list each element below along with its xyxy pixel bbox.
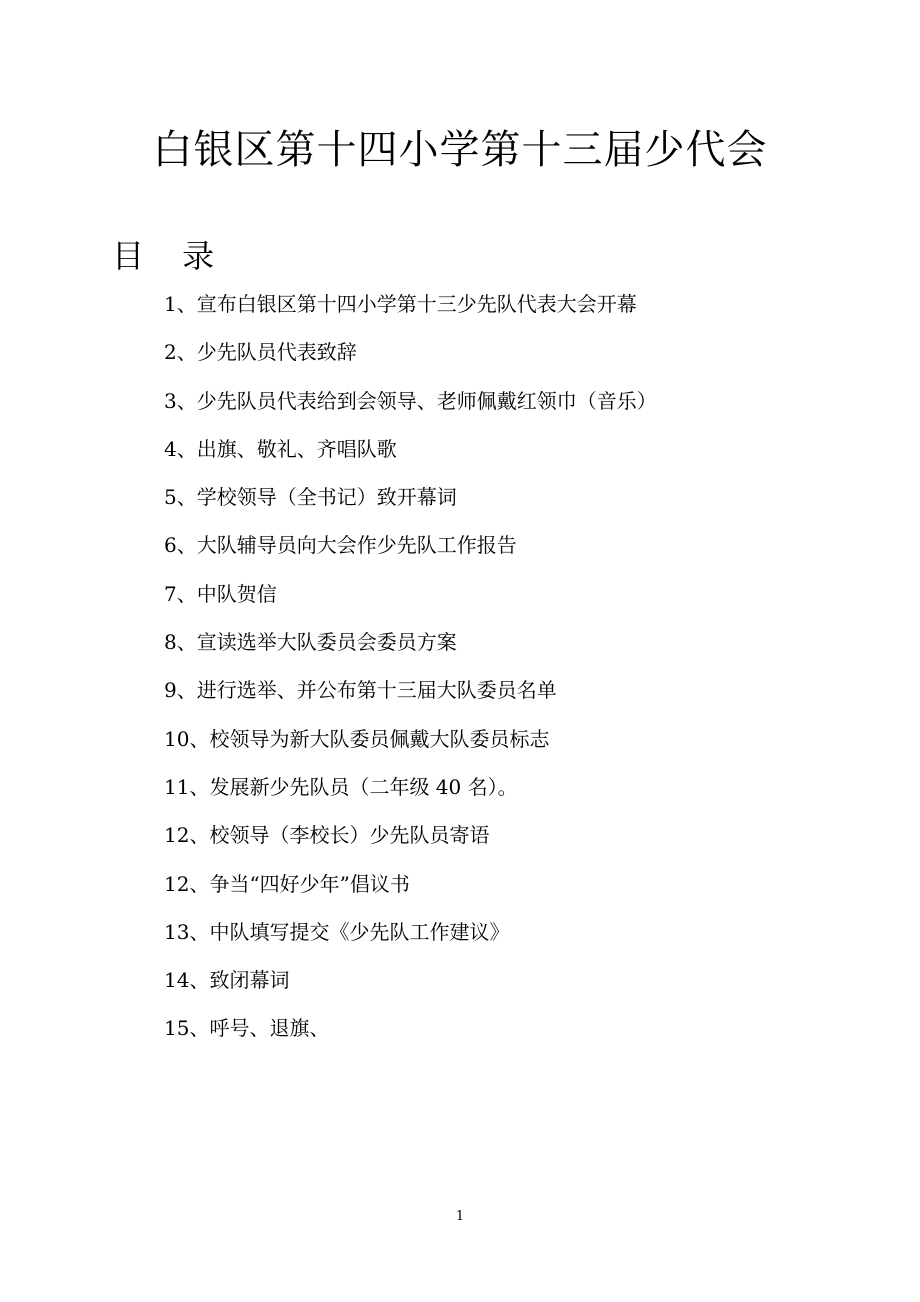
- toc-item: 14、致闭幕词: [164, 968, 290, 993]
- toc-item: 4、出旗、敬礼、齐唱队歌: [164, 436, 397, 461]
- toc-item: 12、争当“四好少年”倡议书: [164, 871, 410, 896]
- document-title: 白银区第十四小学第十三届少代会: [152, 127, 768, 173]
- toc-list: [164, 289, 657, 1062]
- toc-item: 2、少先队员代表致辞: [164, 340, 357, 365]
- page-number: 1: [455, 1209, 465, 1224]
- toc-item: 12、校领导（李校长）少先队员寄语: [164, 823, 490, 848]
- toc-item: 5、学校领导（全书记）致开幕词: [164, 485, 457, 510]
- toc-item: 11、发展新少先队员（二年级 40 名）。: [164, 774, 518, 799]
- toc-item: 7、中队贺信: [164, 581, 277, 606]
- toc-heading: 目 录: [112, 237, 229, 275]
- toc-item: 15、呼号、退旗、: [164, 1016, 330, 1041]
- toc-item: 10、校领导为新大队委员佩戴大队委员标志: [164, 726, 550, 751]
- toc-item: 1、宣布白银区第十四小学第十三少先队代表大会开幕: [164, 292, 637, 316]
- toc-item: 8、宣读选举大队委员会委员方案: [164, 630, 457, 655]
- toc-item: 9、进行选举、并公布第十三届大队委员名单: [164, 678, 557, 703]
- toc-item: 3、少先队员代表给到会领导、老师佩戴红领巾（音乐）: [164, 388, 657, 413]
- toc-item: 13、中队填写提交《少先队工作建议》: [164, 919, 510, 944]
- toc-item: 6、大队辅导员向大会作少先队工作报告: [164, 533, 517, 558]
